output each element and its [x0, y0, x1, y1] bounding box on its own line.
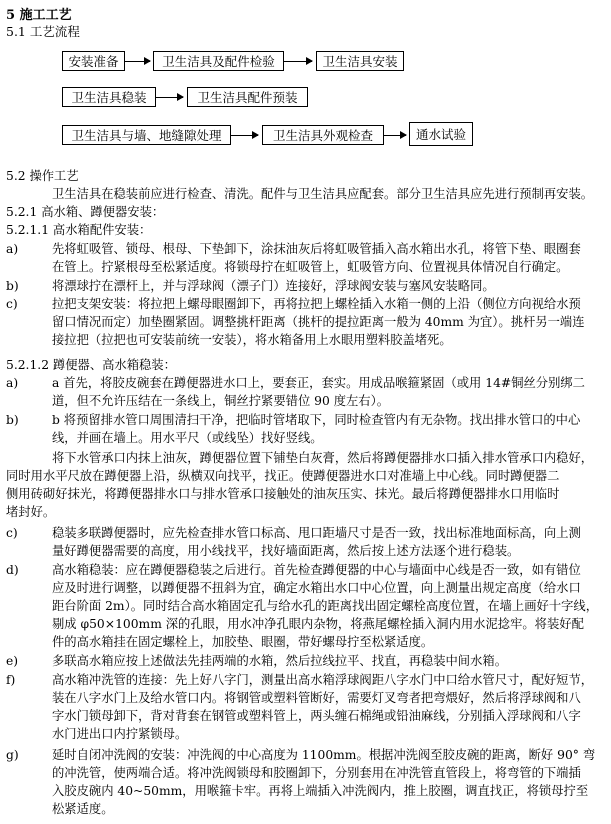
item-line: 先将虹吸管、锁母、根母、下垫卸下，涂抹油灰后将虹吸管插入高水箱出水孔，将管下垫、眼圈套: [52, 242, 581, 256]
item-line: 的冲洗管，使两端合适。将冲洗阀锁母和胶圈卸下，分别套用在冲洗管直管段上，将弯管的下端插: [52, 766, 581, 780]
subsection-5-2-title: 5.2 操作工艺: [6, 169, 79, 183]
flow-box-inspection: 卫生洁具及配件检验: [153, 51, 284, 71]
subsection-5-2-1-title: 5.2.1 高水箱、蹲便器安装：: [6, 205, 165, 219]
item-line: 多联高水箱应按上述做法先挂两端的水箱，然后拉线拉平、找直，再稳装中间水箱。: [52, 654, 507, 668]
flow-box-fixing: 卫生洁具稳装: [62, 87, 156, 107]
item-line: 高水箱稳装：应在蹲便器稳装之后进行。首先检查蹲便器的中心与墙面中心线是否一致，如有错位: [52, 563, 581, 577]
subsection-5-2-1-2-title: 5.2.1.2 蹲便器、高水箱稳装：: [6, 358, 176, 372]
subsection-5-1-title: 5.1 工艺流程: [6, 24, 80, 39]
item-label: d): [6, 563, 19, 577]
item-line: 水门进出口内拧紧锁母。: [52, 727, 188, 741]
item-line: 松紧适度。: [52, 802, 114, 816]
item-label: f): [6, 673, 16, 687]
item-label: a): [6, 376, 19, 390]
item-line: 拉把支架安装：将拉把上螺母眼圈卸下，再将拉把上螺栓插入水箱一侧的上沿（侧位方向视给水预: [52, 297, 581, 311]
item-line: 高水箱冲洗管的连接：先上好八字门，测量出高水箱浮球阀距八字水门中口给水管尺寸，配好短节，: [52, 673, 594, 687]
flow-box-gap-treatment: 卫生洁具与墙、地缝隙处理: [62, 125, 231, 145]
flow-arrow: [384, 135, 406, 136]
flow-arrow: [231, 135, 258, 136]
item-line: 道，但不允许压结在一条线上，铜丝拧紧要错位 90 度左右）。: [52, 394, 390, 408]
flow-arrow: [284, 61, 312, 62]
item-line: 留口情况而定）加垫圈紧固。调整挑杆距离（挑杆的提拉距离一般为 40mm 为宜）。挑杆另一端连: [52, 315, 585, 329]
item-line: 线，并画在墙上。用水平尺（或线坠）找好竖线。: [52, 431, 323, 445]
item-line: 字水门锁母卸下，背对背套在钢管或塑料管上，两头缠石棉绳或铅油麻线，分别插入浮球阀和八字: [52, 709, 581, 723]
item-line: 剔成 φ50×100mm 深的孔眼，用水冲净孔眼内杂物，将燕尾螺栓插入洞内用水泥捻牢。将装好配: [52, 617, 584, 631]
flow-arrow: [125, 61, 150, 62]
item-line: a 首先，将胶皮碗套在蹲便器进水口上，要套正，套实。用成品喉箍紧固（或用 14#铜丝分别绑二: [52, 376, 585, 390]
subsection-5-2-1-1-title: 5.2.1.1 高水箱配件安装：: [6, 223, 152, 237]
item-line: 应及时进行调整，以蹲便器不扭斜为宜，确定水箱出水口中心位置，向上测量出规定高度（给水口: [52, 581, 581, 595]
body-line: 侧用砖砌好抹光，将蹲便器排水口与排水管承口接触处的油灰压实、抹光。最后将蹲便器排水口用临时: [6, 487, 560, 501]
item-line: b 将预留排水管口周围清扫干净，把临时管堵取下，同时检查管内有无杂物。找出排水管口的中心: [52, 413, 581, 427]
item-line: 距台阶面 2m）。同时结合高水箱固定孔与给水孔的距离找出固定螺栓高度位置，在墙上画好十字线，: [52, 599, 599, 613]
item-line: 稳装多联蹲便器时，应先检查排水管口标高、甩口距墙尺寸是否一致，找出标准地面标高，向上测: [52, 526, 581, 540]
body-line: 同时用水平尺放在蹲便器上沿，纵横双向找平，找正。使蹲便器进水口对准墙上中心线。同时蹲便器二: [6, 469, 560, 483]
item-line: 件的高水箱挂在固定螺栓上，加胶垫、眼圈，带好螺母拧至松紧适度。: [52, 635, 434, 649]
item-label: b): [6, 413, 19, 427]
item-line: 装在八字水门上及给水管口内。将钢管或塑料管断好，需要灯叉弯者把弯煨好，然后将浮球阀和八: [52, 691, 581, 705]
flow-arrow: [156, 97, 183, 98]
body-line: 将下水管承口内抹上油灰，蹲便器位置下铺垫白灰膏，然后将蹲便器排水口插入排水管承口内稳好，: [52, 451, 594, 465]
intro-paragraph: 卫生洁具在稳装前应进行检查、清洗。配件与卫生洁具应配套。部分卫生洁具应先进行预制再安装。: [52, 187, 594, 201]
flow-box-install: 卫生洁具安装: [316, 51, 404, 71]
item-line: 接拉把（拉把也可安装前统一安装），将水箱备用上水眼用塑料胶盖堵死。: [52, 333, 452, 347]
body-line: 堵封好。: [6, 505, 56, 519]
item-label: a): [6, 242, 19, 256]
item-label: c): [6, 297, 18, 311]
item-line: 入胶皮碗内 40~50mm，用喉箍卡牢。再将上端插入冲洗阀内，推上胶圈，调直找正，将锁母拧至: [52, 784, 589, 798]
item-line: 延时自闭冲洗阀的安装：冲洗阀的中心高度为 1100mm。根据冲洗阀至胶皮碗的距离，断好 90° 弯: [52, 748, 596, 762]
flow-box-appearance-check: 卫生洁具外观检查: [262, 125, 384, 145]
flow-box-preassembly: 卫生洁具配件预装: [187, 87, 308, 107]
item-label: g): [6, 748, 19, 762]
flow-box-prep: 安装准备: [62, 51, 125, 71]
item-line: 量好蹲便器需要的高度，用小线找平，找好墙面距离，然后按上述方法逐个进行稳装。: [52, 544, 520, 558]
section-heading: 5 施工工艺: [6, 8, 72, 23]
item-line: 将漂球拧在漂杆上，并与浮球阀（漂子门）连接好，浮球阀安装与塞风安装略同。: [52, 279, 495, 293]
item-label: e): [6, 654, 19, 668]
item-label: b): [6, 279, 19, 293]
flow-box-water-test: 通水试验: [409, 122, 473, 146]
item-label: c): [6, 526, 18, 540]
item-line: 在管上。拧紧根母至松紧适度。将锁母拧在虹吸管上，虹吸管方向、位置视具体情况自行确定。: [52, 260, 569, 274]
